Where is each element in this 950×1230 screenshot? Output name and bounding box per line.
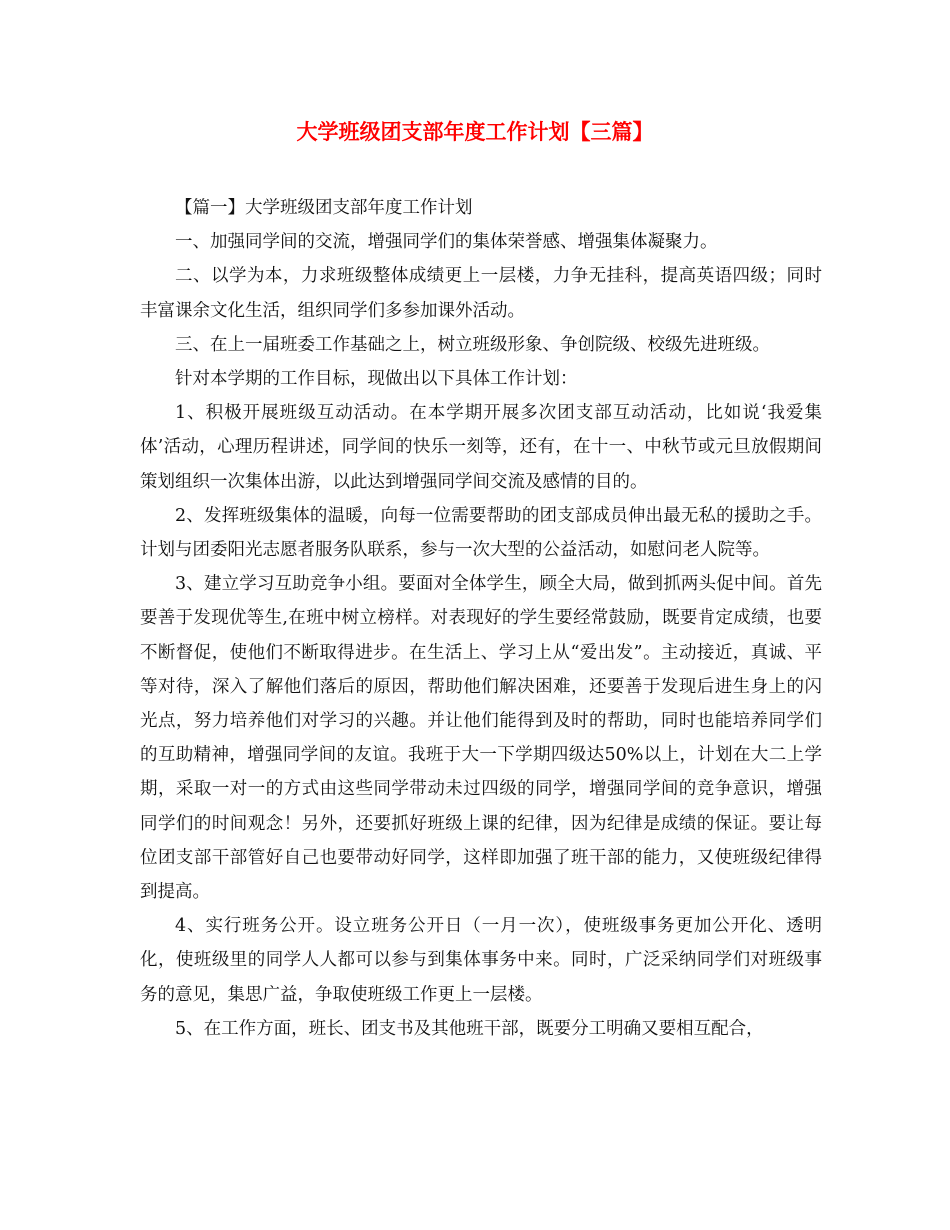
paragraph-plan-4: 4、实行班务公开。设立班务公开日（一月一次），使班级事务更加公开化、透明化，使班级里的同学人人都可以参与到集体事务中来。同时，广泛采纳同学们对班级事务的意见，集思广益，争取使班级工作更上一层楼。 <box>140 916 822 1005</box>
paragraph-goal-2: 二、以学为本，力求班级整体成绩更上一层楼，力争无挂科，提高英语四级；同时丰富课余文化生活，组织同学们多参加课外活动。 <box>140 266 822 321</box>
paragraph-plan-5: 5、在工作方面，班长、团支书及其他班干部，既要分工明确又要相互配合， <box>175 1018 764 1039</box>
paragraph-plan-1: 1、积极开展班级互动活动。在本学期开展多次团支部互动活动，比如说‘我爱集体’活动，心理历程讲述，同学间的快乐一刻等，还有，在十一、中秋节或元旦放假期间策划组织一次集体出游，以此达到增强同学间交流及感情的目的。 <box>140 403 822 492</box>
paragraph-plan-intro: 针对本学期的工作目标，现做出以下具体工作计划： <box>175 369 578 390</box>
document-title: 大学班级团支部年度工作计划【三篇】 <box>296 119 654 144</box>
paragraph-goal-3: 三、在上一届班委工作基础之上，树立班级形象、争创院级、校级先进班级。 <box>175 334 770 355</box>
document-body <box>140 191 822 1046</box>
paragraph-goal-1: 一、加强同学间的交流，增强同学们的集体荣誉感、增强集体凝聚力。 <box>175 232 718 253</box>
paragraph-plan-3: 3、建立学习互助竞争小组。要面对全体学生，顾全大局，做到抓两头促中间。首先要善于发现优等生,在班中树立榜样。对表现好的学生要经常鼓励，既要肯定成绩，也要不断督促，使他们不断取得进步。在生活上、学习上从“爱出发”。主动接近，真诚、平等对待，深入了解他们落后的原因，帮助他们解决困难，还要善于发现后进生身上的闪光点，努力培养他们对学习的兴趣。并让他们能得到及时的帮助，同时也能培养同学们的互助精神，增强同学间的友谊。我班于大一下学期四级达50%以上，计划在大二上学期，采取一对一的方式由这些同学带动未过四级的同学，增强同学间的竞争意识，增强同学们的时间观念！另外，还要抓好班级上课的纪律，因为纪律是成绩的保证。要让每位团支部干部管好自己也要带动好同学，这样即加强了班干部的能力，又使班级纪律得到提高。 <box>140 574 822 903</box>
paragraph-plan-2: 2、发挥班级集体的温暖，向每一位需要帮助的团支部成员伸出最无私的援助之手。计划与团委阳光志愿者服务队联系，参与一次大型的公益活动，如慰问老人院等。 <box>140 505 822 561</box>
paragraph-section-heading: 【篇一】大学班级团支部年度工作计划 <box>175 198 473 218</box>
